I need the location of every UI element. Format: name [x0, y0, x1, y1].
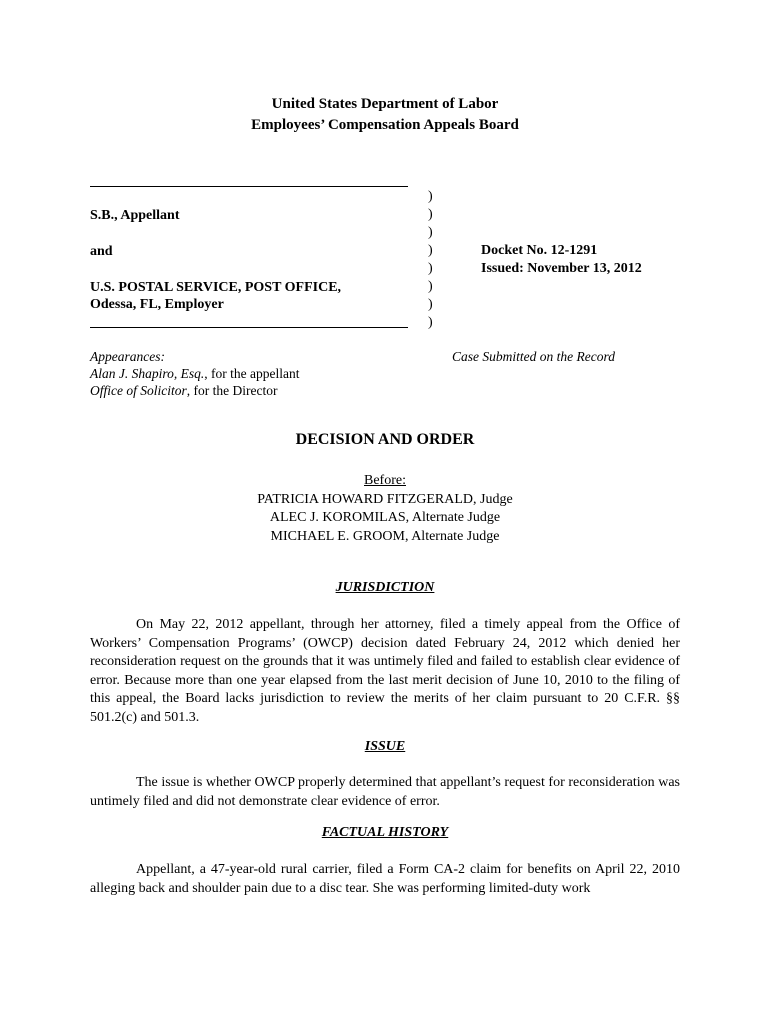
paren: )	[428, 189, 433, 204]
appellant-counsel-name: Alan J. Shapiro, Esq.	[90, 366, 205, 381]
judge-name: PATRICIA HOWARD FITZGERALD, Judge	[257, 491, 513, 507]
judge-name: MICHAEL E. GROOM, Alternate Judge	[270, 528, 500, 544]
caption-bottom-rule	[90, 327, 408, 328]
issue-paragraph: The issue is whether OWCP properly determined that appellant’s request for reconsideration was untimely filed and did not demonstrate clear evidence of error.	[90, 775, 680, 809]
appellant-counsel-role: , for the appellant	[204, 366, 300, 381]
submission-note: Case Submitted on the Record	[452, 349, 615, 364]
docket-info	[481, 242, 642, 278]
factual-history-paragraph: Appellant, a 47-year-old rural carrier, filed a Form CA-2 claim for benefits on April 22, 2010 alleging back and shoulder pain due to a disc tear. She was performing limited-duty work	[90, 862, 680, 896]
caption-top-rule	[90, 186, 408, 187]
director-counsel	[90, 382, 299, 399]
paren: )	[428, 297, 433, 312]
paren: )	[428, 279, 433, 294]
employer-line-2: Odessa, FL, Employer	[90, 297, 224, 312]
jurisdiction-heading: JURISDICTION	[335, 580, 435, 595]
employer-name	[90, 279, 341, 313]
appellant-counsel	[90, 365, 299, 382]
caption-parentheses	[428, 188, 433, 332]
paren: )	[428, 261, 433, 276]
paren: )	[428, 207, 433, 222]
panel-block	[0, 472, 770, 546]
appearances-block	[90, 348, 299, 399]
paren: )	[428, 315, 433, 330]
factual-history-heading: FACTUAL HISTORY	[321, 825, 449, 840]
paren: )	[428, 243, 433, 258]
jurisdiction-paragraph: On May 22, 2012 appellant, through her attorney, filed a timely appeal from the Office of Workers’ Compensation Programs’ (OWCP) decision dated February 24, 2012 which denied her reconsideration request on the grounds that it was untimely filed and failed to establish clear evidence of error. Because more than one year elapsed from the last merit decision of June 10, 2010 to the filing of this appeal, the Board lacks jurisdiction to review the merits of her claim pursuant to 20 C.F.R. §§ 501.2(c) and 501.3.	[90, 617, 680, 725]
judge-name: ALEC J. KOROMILAS, Alternate Judge	[269, 510, 501, 525]
director-counsel-name: Office of Solicitor	[90, 383, 187, 398]
board-name: Employees’ Compensation Appeals Board	[251, 117, 519, 133]
caption-and: and	[90, 244, 113, 259]
director-counsel-role: , for the Director	[186, 383, 278, 398]
issued-date: Issued: November 13, 2012	[481, 261, 642, 276]
docket-number: Docket No. 12-1291	[481, 243, 598, 258]
appellant-name: S.B., Appellant	[90, 208, 180, 223]
paren: )	[428, 225, 433, 240]
agency-header	[0, 94, 770, 136]
document-title: DECISION AND ORDER	[295, 431, 475, 448]
employer-line-1: U.S. POSTAL SERVICE, POST OFFICE,	[90, 280, 342, 295]
appearances-label: Appearances:	[90, 349, 165, 364]
issue-heading: ISSUE	[364, 739, 406, 754]
before-label: Before:	[364, 473, 406, 488]
department-name: United States Department of Labor	[271, 96, 499, 112]
